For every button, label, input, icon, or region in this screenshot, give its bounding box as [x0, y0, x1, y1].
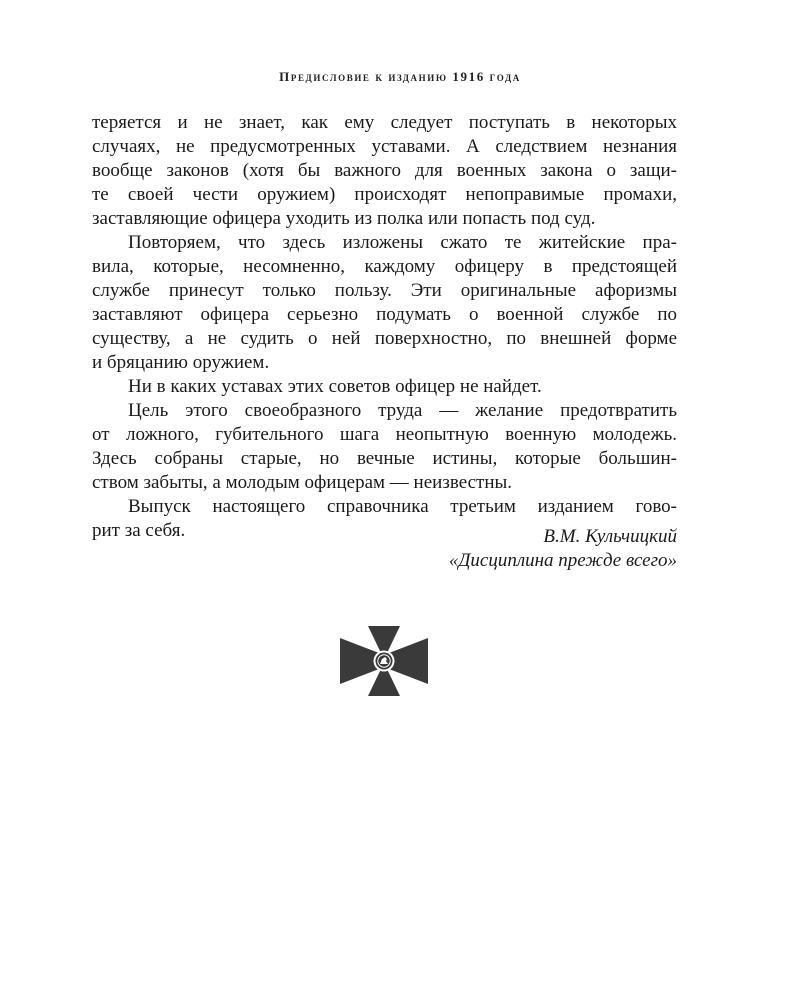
text-line: те своей чести оружием) происходят непоправимые промахи,: [92, 184, 677, 205]
text-line: ством забыты, а молодым офицерам — неизвестны.: [92, 472, 513, 493]
body-text: [92, 111, 677, 543]
running-title: Предисловие к изданию 1916 года: [279, 69, 521, 84]
text-line: вила, которые, несомненно, каждому офицеру в предстоящей: [92, 256, 677, 277]
text-line: от ложного, губительного шага неопытную военную молодежь.: [92, 424, 677, 445]
text-line: случаях, не предусмотренных уставами. А следствием незнания: [92, 136, 677, 157]
signature: [449, 525, 677, 573]
text-line: существу, а не судить о ней поверхностно, по внешней форме: [92, 328, 677, 349]
signature-author: В.М. Кульчицкий: [543, 526, 677, 547]
text-line: заставляют офицера серьезно подумать о военной службе по: [92, 304, 677, 325]
signature-work-title: «Дисциплина прежде всего»: [448, 550, 677, 571]
text-line: теряется и не знает, как ему следует поступать в некоторых: [92, 112, 677, 133]
text-line: вообще законов (хотя бы важного для военных закона о защи-: [92, 160, 677, 181]
st-george-cross-icon: [340, 626, 428, 696]
text-line: Цель этого своеобразного труда — желание предотвратить: [128, 400, 677, 421]
text-line: Ни в каких уставах этих советов офицер не найдет.: [128, 376, 542, 397]
text-line: Здесь собраны старые, но вечные истины, которые большин-: [92, 448, 677, 469]
text-line: Повторяем, что здесь изложены сжато те житейские пра-: [128, 232, 677, 253]
text-line: рит за себя.: [92, 520, 186, 541]
text-line: и бряцанию оружием.: [92, 352, 270, 373]
text-line: Выпуск настоящего справочника третьим изданием гово-: [128, 496, 677, 517]
text-line: заставляющие офицера уходить из полка или попасть под суд.: [92, 208, 596, 229]
text-line: службе принесут только пользу. Эти оригинальные афоризмы: [92, 280, 677, 301]
